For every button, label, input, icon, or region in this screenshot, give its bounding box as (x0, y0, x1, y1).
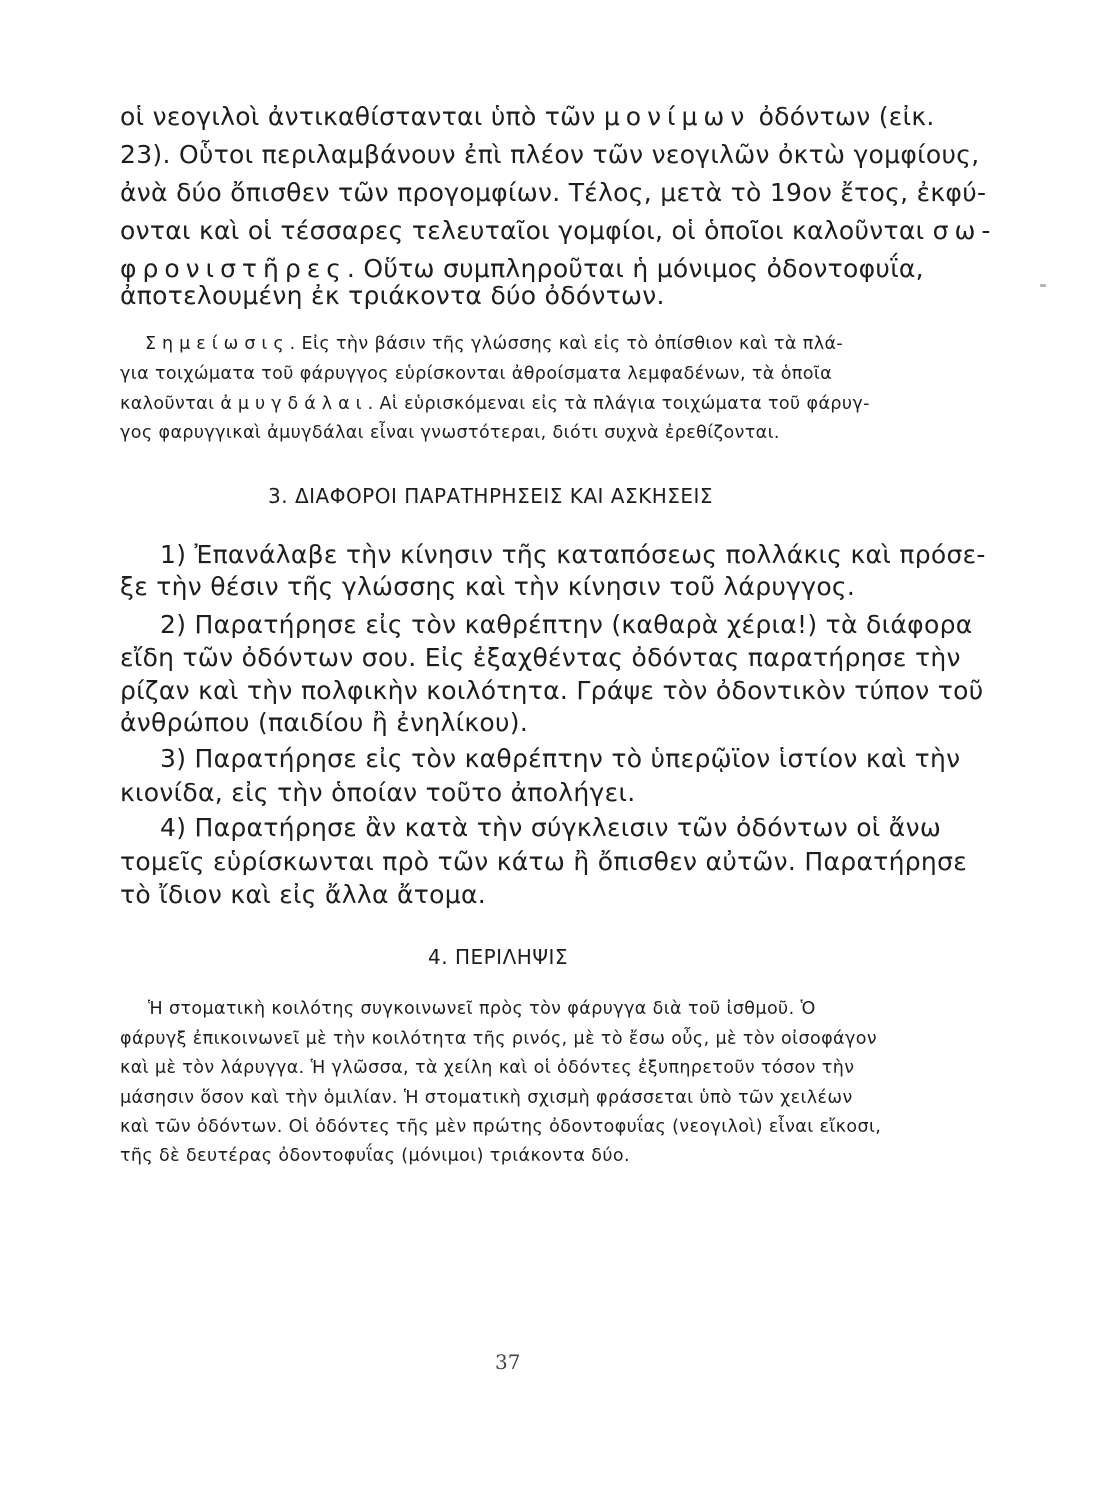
text-line: 1) Ἐπανάλαβε τὴν κίνησιν τῆς καταπόσεως πολλάκις καὶ πρόσε- (160, 540, 986, 569)
text-line (120, 216, 996, 245)
text-line: 3) Παρατήρησε εἰς τὸν καθρέπτην τὸ ὑπερῷϊον ἱστίον καὶ τὴν (160, 744, 961, 773)
text-line (120, 102, 935, 131)
summary-line: καὶ τῶν ὀδόντων. Οἱ ὀδόντες τῆς μὲν πρώτης ὀδοντοφυΐας (νεογιλοὶ) εἶναι εἴκοσι, (120, 1117, 882, 1137)
note-line: γος φαρυγγικαὶ ἀμυγδάλαι εἶναι γνωστότεραι, διότι συχνὰ ἐρεθίζονται. (120, 423, 780, 443)
text-line: 23). Οὗτοι περιλαμβάνουν ἐπὶ πλέον τῶν νεογιλῶν ὀκτὼ γομφίους, (120, 140, 980, 169)
section-heading: 4. ΠΕΡΙΛΗΨΙΣ (428, 945, 569, 969)
text-line: τὸ ἴδιον καὶ εἰς ἄλλα ἄτομα. (120, 880, 486, 909)
section-heading: 3. ΔΙΑΦΟΡΟΙ ΠΑΡΑΤΗΡΗΣΕΙΣ ΚΑΙ ΑΣΚΗΣΕΙΣ (268, 484, 714, 508)
text-line: ἀνὰ δύο ὄπισθεν τῶν προγομφίων. Τέλος, μετὰ τὸ 19ον ἔτος, ἐκφύ- (120, 178, 987, 207)
text-span: ονται καὶ οἱ τέσσαρες τελευταῖοι γομφίοι, οἱ ὁποῖοι καλοῦνται (120, 216, 933, 245)
spaced-term: μονίμων (603, 102, 751, 131)
note-line: για τοιχώματα τοῦ φάρυγγος εὑρίσκονται ἀθροίσματα λεμφαδένων, τὰ ὁποῖα (120, 364, 833, 384)
spaced-term: φρονιστῆρες (120, 254, 347, 283)
page-number: 37 (495, 1350, 521, 1374)
text-span: . Οὕτω συμπληροῦται ἡ μόνιμος ὀδοντοφυΐα, (346, 254, 924, 283)
margin-mark (1040, 284, 1046, 287)
text-line: 4) Παρατήρησε ἂν κατὰ τὴν σύγκλεισιν τῶν ὀδόντων οἱ ἄνω (160, 813, 942, 842)
note-line (145, 334, 843, 354)
summary-line: μάσησιν ὅσον καὶ τὴν ὁμιλίαν. Ἡ στοματικὴ σχισμὴ φράσσεται ὑπὸ τῶν χειλέων (120, 1088, 853, 1108)
note-line (120, 394, 870, 414)
text-line: 2) Παρατήρησε εἰς τὸν καθρέπτην (καθαρὰ χέρια!) τὰ διάφορα (160, 610, 973, 639)
text-span: . Αἱ εὑρισκόμεναι εἰς τὰ πλάγια τοιχώματα τοῦ φάρυγ- (367, 394, 870, 414)
text-span: . Εἰς τὴν βάσιν τῆς γλώσσης καὶ εἰς τὸ ὀπίσθιον καὶ τὰ πλά- (289, 334, 844, 354)
text-line: ρίζαν καὶ τὴν πολφικὴν κοιλότητα. Γράψε τὸν ὀδοντικὸν τύπον τοῦ (120, 676, 984, 705)
text-span: ὀδόντων (εἰκ. (750, 102, 935, 131)
text-line: κιονίδα, εἰς τὴν ὁποίαν τοῦτο ἀπολήγει. (120, 778, 636, 807)
spaced-term: σω- (932, 216, 997, 245)
summary-line: τῆς δὲ δευτέρας ὀδοντοφυΐας (μόνιμοι) τριάκοντα δύο. (120, 1146, 631, 1166)
summary-line: καὶ μὲ τὸν λάρυγγα. Ἡ γλῶσσα, τὰ χείλη καὶ οἱ ὀδόντες ἐξυπηρετοῦν τόσον τὴν (120, 1058, 855, 1078)
text-span: οἱ νεογιλοὶ ἀντικαθίστανται ὑπὸ τῶν (120, 102, 604, 131)
text-line: ἀποτελουμένη ἐκ τριάκοντα δύο ὀδόντων. (120, 281, 665, 310)
text-line: τομεῖς εὑρίσκωνται πρὸ τῶν κάτω ἢ ὄπισθεν αὐτῶν. Παρατήρησε (120, 847, 968, 876)
summary-line: Ἡ στοματικὴ κοιλότης συγκοινωνεῖ πρὸς τὸν φάρυγγα διὰ τοῦ ἰσθμοῦ. Ὁ (148, 999, 816, 1019)
text-line (120, 254, 924, 283)
text-line: ἀνθρώπου (παιδίου ἢ ἐνηλίκου). (120, 708, 529, 737)
spaced-term: Σημείωσις (145, 334, 290, 354)
summary-line: φάρυγξ ἐπικοινωνεῖ μὲ τὴν κοιλότητα τῆς ρινός, μὲ τὸ ἔσω οὖς, μὲ τὸν οἰσοφάγον (120, 1029, 877, 1049)
spaced-term: ἀμυγδάλαι (220, 394, 368, 414)
text-line: ξε τὴν θέσιν τῆς γλώσσης καὶ τὴν κίνησιν τοῦ λάρυγγος. (120, 572, 856, 601)
text-line: εἴδη τῶν ὀδόντων σου. Εἰς ἐξαχθέντας ὀδόντας παρατήρησε τὴν (120, 643, 961, 672)
text-span: καλοῦνται (120, 394, 221, 414)
